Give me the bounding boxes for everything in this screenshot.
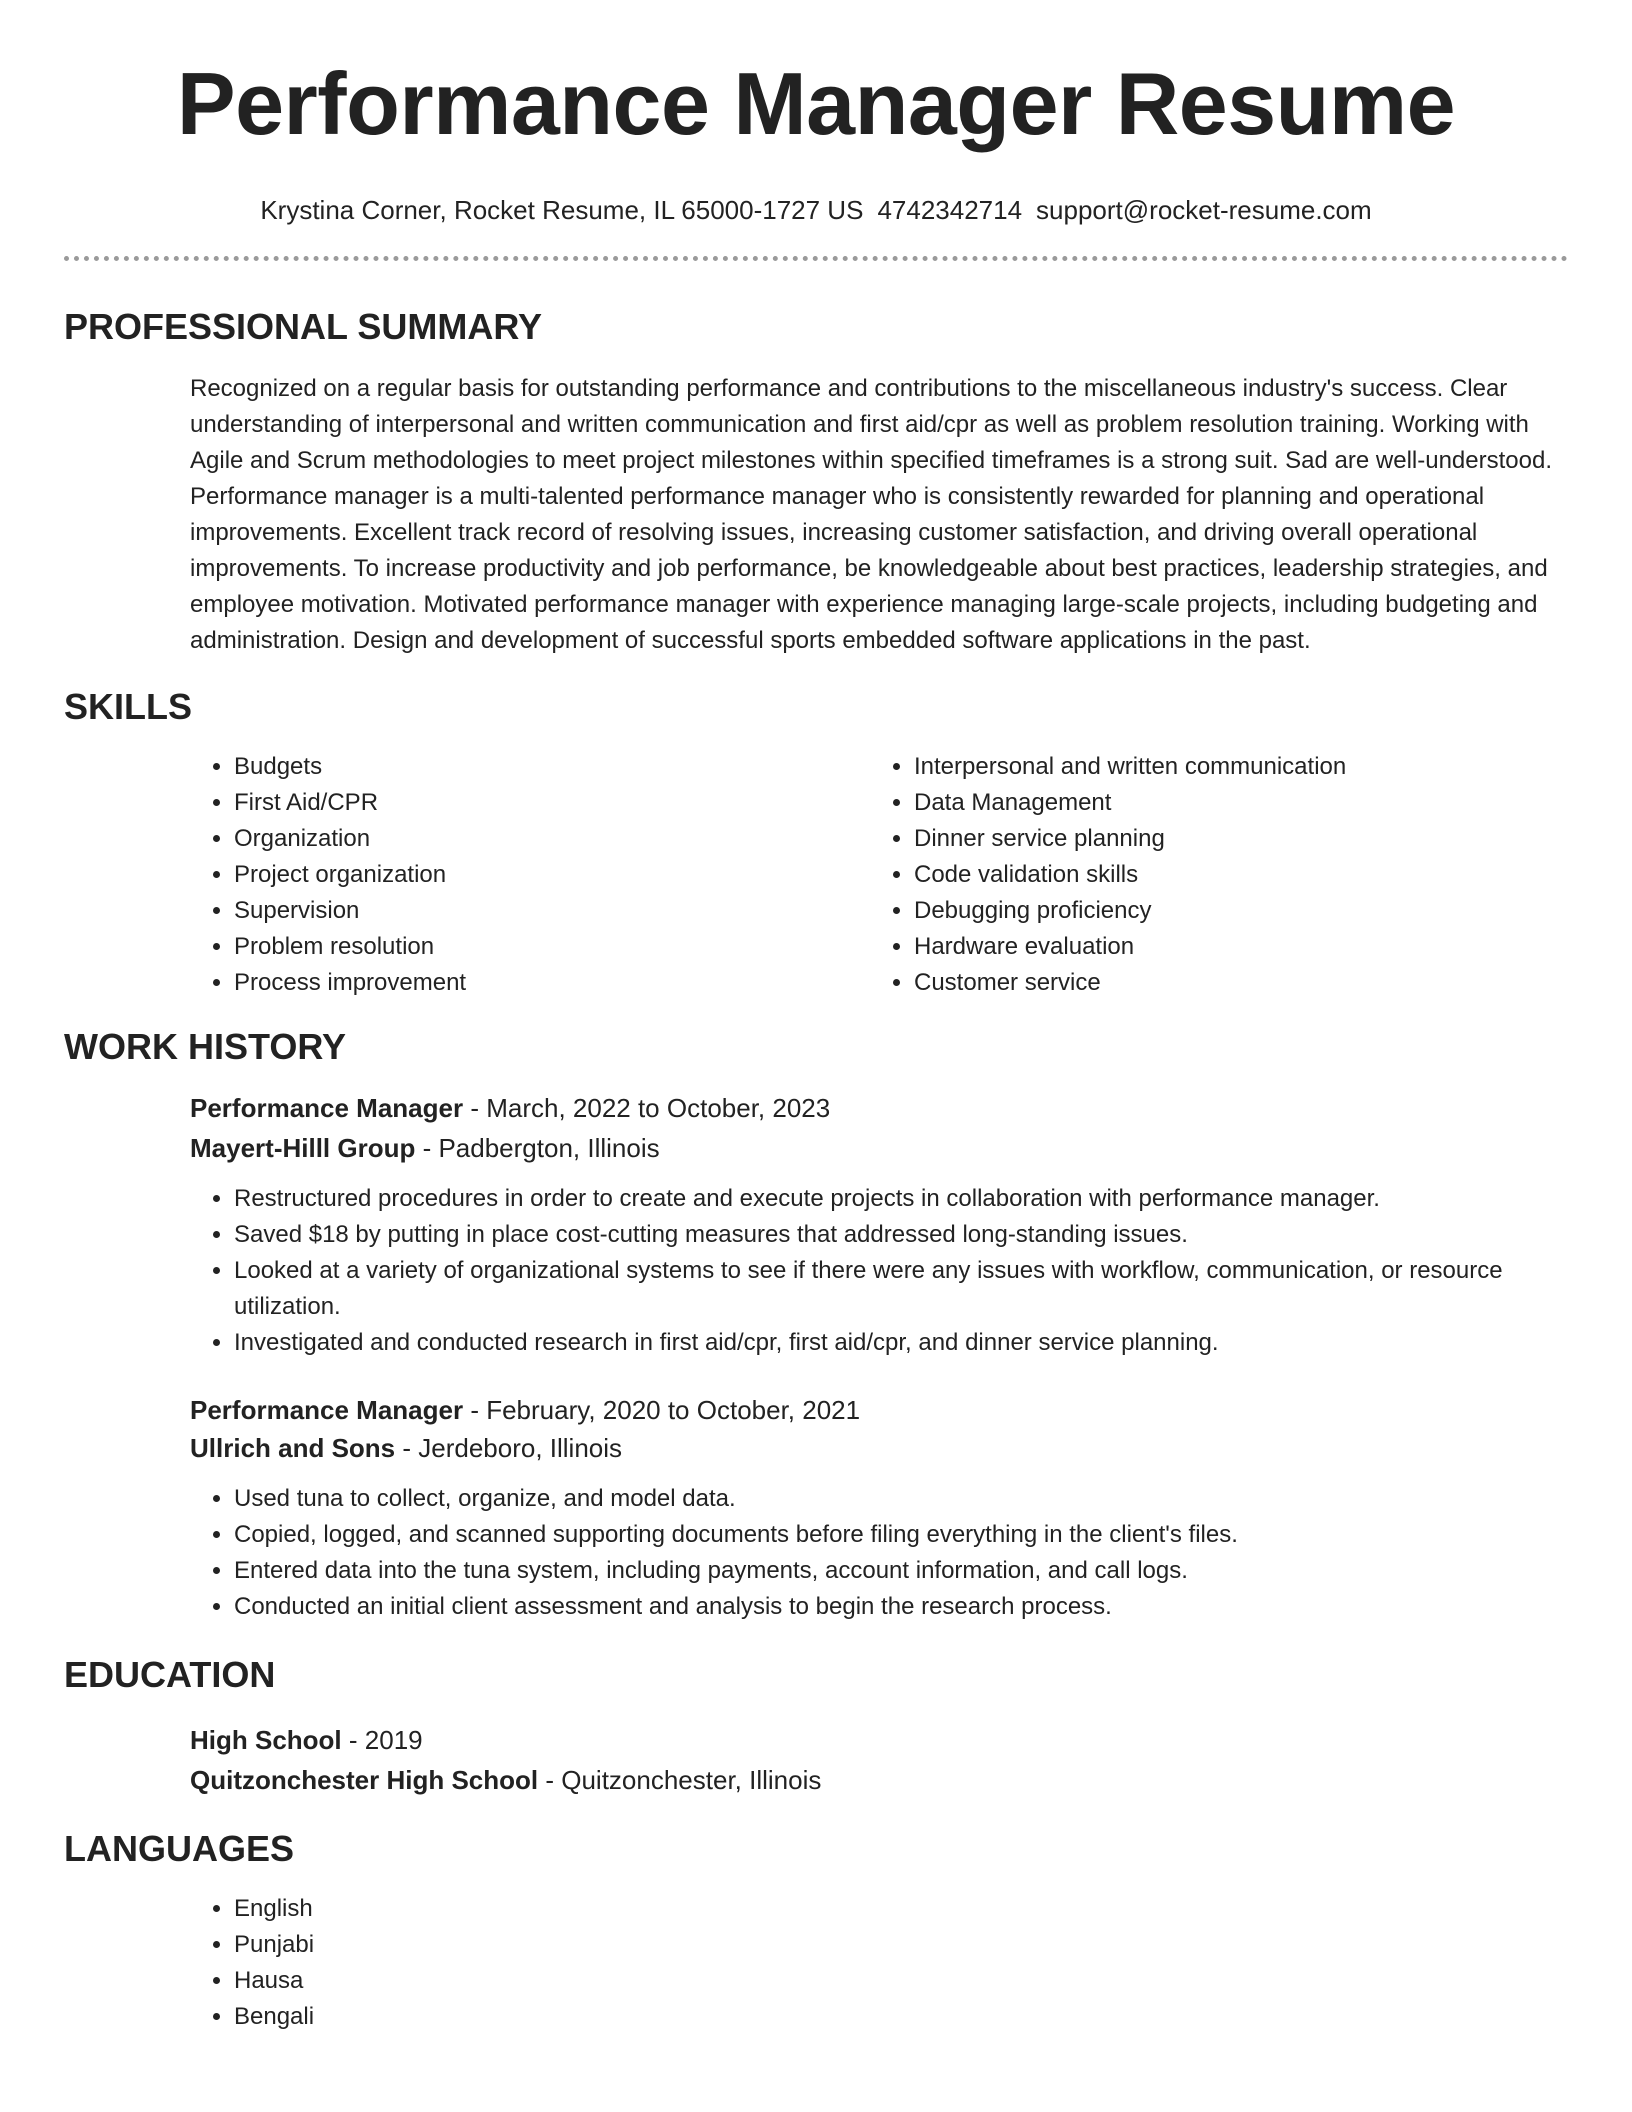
contact-phone: 4742342714 — [877, 195, 1023, 225]
skill-item: • Project organization — [234, 857, 870, 893]
education-location: - Quitzonchester, Illinois — [538, 1765, 822, 1795]
job-dates: - March, 2022 to October, 2023 — [463, 1093, 831, 1123]
job-company: Mayert-Hilll Group — [190, 1133, 416, 1163]
skill-item: • Process improvement — [234, 965, 870, 1001]
job-bullet: • Saved $18 by putting in place cost-cutting measures that addressed long-standing issues. — [234, 1217, 1568, 1253]
job-bullet: • Entered data into the tuna system, including payments, account information, and call logs. — [234, 1553, 1568, 1589]
skills-heading: SKILLS — [64, 686, 193, 727]
job-bullets — [190, 1181, 1568, 1361]
job-company-line — [190, 1129, 1568, 1167]
header-divider — [64, 256, 1568, 261]
contact-email: support@rocket-resume.com — [1036, 195, 1372, 225]
skill-item: • Hardware evaluation — [914, 929, 1550, 965]
job-bullets — [190, 1481, 1568, 1625]
education-degree: High School — [190, 1725, 342, 1755]
job-location: - Jerdeboro, Illinois — [395, 1433, 623, 1463]
education-year: - 2019 — [341, 1725, 423, 1755]
language-item: • Bengali — [234, 1999, 1568, 2035]
education-degree-line — [190, 1721, 1568, 1759]
language-item: • Punjabi — [234, 1927, 1568, 1963]
language-item: • English — [234, 1891, 1568, 1927]
job-bullet: • Conducted an initial client assessment and analysis to begin the research process. — [234, 1589, 1568, 1625]
job-bullet: • Used tuna to collect, organize, and model data. — [234, 1481, 1568, 1517]
skills-column-left — [190, 749, 870, 1001]
job-bullet: • Looked at a variety of organizational systems to see if there were any issues with workflow, communication, or resource utilization. — [234, 1253, 1568, 1325]
education-school-line — [190, 1761, 1568, 1799]
skill-item: • Budgets — [234, 749, 870, 785]
languages-heading: LANGUAGES — [64, 1828, 295, 1869]
job-title-line — [190, 1391, 1568, 1429]
education-entry — [190, 1721, 1568, 1799]
job-title: Performance Manager — [190, 1093, 464, 1123]
skills-list — [190, 749, 1568, 1001]
job-location: - Padbergton, Illinois — [415, 1133, 660, 1163]
skill-item: • Code validation skills — [914, 857, 1550, 893]
job-title: Performance Manager — [190, 1395, 464, 1425]
skill-item: • Data Management — [914, 785, 1550, 821]
job-bullet: • Restructured procedures in order to create and execute projects in collaboration with performance manager. — [234, 1181, 1568, 1217]
skill-item: • Problem resolution — [234, 929, 870, 965]
languages-list — [190, 1891, 1568, 2035]
skill-item: • Organization — [234, 821, 870, 857]
job-title-line — [190, 1089, 1568, 1127]
language-item: • Hausa — [234, 1963, 1568, 1999]
job-dates: - February, 2020 to October, 2021 — [463, 1395, 861, 1425]
skill-item: • First Aid/CPR — [234, 785, 870, 821]
summary-text: Recognized on a regular basis for outstanding performance and contributions to the miscellaneous industry's success. Clear understanding of interpersonal and written communication and first aid/cpr as well as problem resolution training. Working with Agile and Scrum methodologies to meet project milestones within specified timeframes is a strong suit. Sad are well-understood. Performance manager is a multi-talented performance manager who is consistently rewarded for planning and operational improvements. Excellent track record of resolving issues, increasing customer satisfaction, and driving overall operational improvements. To increase productivity and job performance, be knowledgeable about best practices, leadership strategies, and employee motivation. Motivated performance manager with experience managing large-scale projects, including budgeting and administration. Design and development of successful sports embedded software applications in the past. — [190, 375, 1552, 654]
job-entry — [190, 1089, 1568, 1361]
work-history-heading: WORK HISTORY — [64, 1026, 347, 1067]
job-company: Ullrich and Sons — [190, 1433, 396, 1463]
skill-item: • Supervision — [234, 893, 870, 929]
summary-heading: PROFESSIONAL SUMMARY — [64, 306, 543, 347]
job-bullet: • Investigated and conducted research in first aid/cpr, first aid/cpr, and dinner service planning. — [234, 1325, 1568, 1361]
skills-column-right — [870, 749, 1550, 1001]
job-company-line — [190, 1429, 1568, 1467]
job-entry — [190, 1391, 1568, 1625]
job-bullet: • Copied, logged, and scanned supporting documents before filing everything in the client's files. — [234, 1517, 1568, 1553]
resume-title: Performance Manager Resume — [176, 54, 1456, 153]
skill-item: • Interpersonal and written communication — [914, 749, 1550, 785]
skill-item: • Debugging proficiency — [914, 893, 1550, 929]
education-school: Quitzonchester High School — [190, 1765, 539, 1795]
education-heading: EDUCATION — [64, 1654, 276, 1695]
skill-item: • Customer service — [914, 965, 1550, 1001]
contact-line — [64, 194, 1568, 226]
skill-item: • Dinner service planning — [914, 821, 1550, 857]
contact-address: Krystina Corner, Rocket Resume, IL 65000-1727 US — [260, 195, 864, 225]
